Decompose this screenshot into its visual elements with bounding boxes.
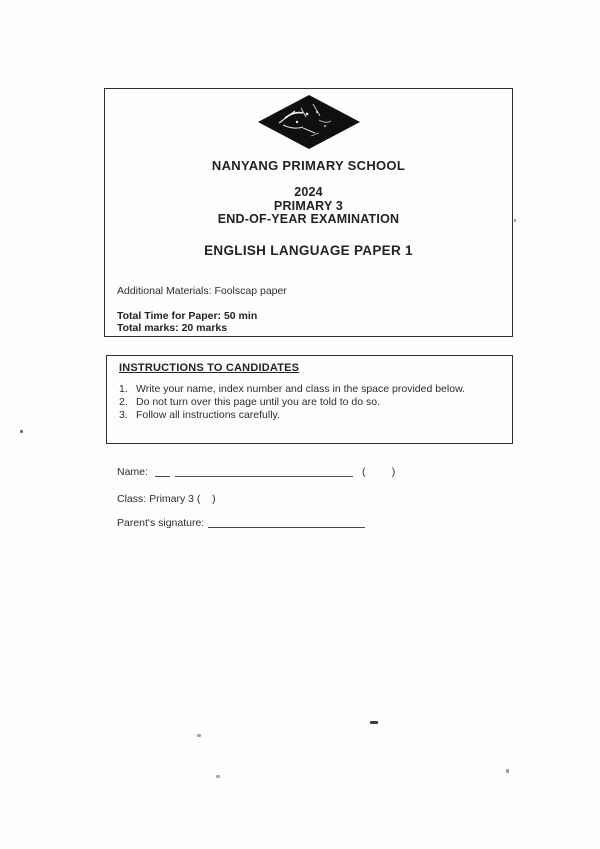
total-time: Total Time for Paper: 50 min [117, 309, 258, 322]
exam-level: PRIMARY 3 [273, 198, 344, 213]
scan-speck [506, 769, 509, 773]
instructions-list [119, 383, 500, 422]
total-marks: Total marks: 20 marks [117, 322, 228, 334]
instruction-text: Do not turn over this page until you are told to do so. [136, 396, 380, 408]
exam-title: END-OF-YEAR EXAMINATION [217, 212, 400, 226]
additional-materials: Additional Materials: Foolscap paper [117, 284, 287, 297]
scan-speck [216, 775, 220, 778]
instruction-item [119, 396, 500, 409]
class-label: Class: Primary 3 ( ) [117, 493, 216, 505]
instruction-number: 3. [119, 409, 128, 421]
instruction-text: Follow all instructions carefully. [136, 409, 280, 421]
instructions-box [106, 355, 513, 444]
instruction-number: 1. [119, 383, 128, 395]
index-number-brackets: ( ) [361, 466, 396, 478]
parent-signature-label: Parent's signature: [117, 517, 205, 529]
scan-speck [370, 721, 378, 724]
totals-block [117, 310, 512, 335]
school-crest-diamond-icon [257, 94, 361, 150]
header-box [104, 88, 513, 337]
instruction-number: 2. [119, 396, 128, 408]
school-name: NANYANG PRIMARY SCHOOL [211, 158, 406, 173]
instruction-item [119, 409, 500, 422]
instruction-item [119, 383, 500, 396]
scan-speck [197, 734, 201, 737]
parent-signature-blank-line [208, 527, 365, 528]
exam-year: 2024 [294, 185, 323, 199]
exam-title-block [105, 186, 512, 227]
instructions-heading: INSTRUCTIONS TO CANDIDATES [119, 362, 300, 374]
name-label: Name: [117, 466, 148, 478]
scan-speck [514, 219, 516, 222]
class-row [117, 493, 216, 505]
scan-speck [20, 430, 23, 433]
parent-signature-row [117, 517, 365, 529]
school-logo-container [105, 94, 512, 150]
name-row [117, 466, 395, 478]
paper-title: ENGLISH LANGUAGE PAPER 1 [204, 242, 413, 258]
instruction-text: Write your name, index number and class in the space provided below. [136, 383, 465, 395]
name-blank-line [175, 476, 353, 477]
name-blank-line-short [155, 476, 170, 477]
